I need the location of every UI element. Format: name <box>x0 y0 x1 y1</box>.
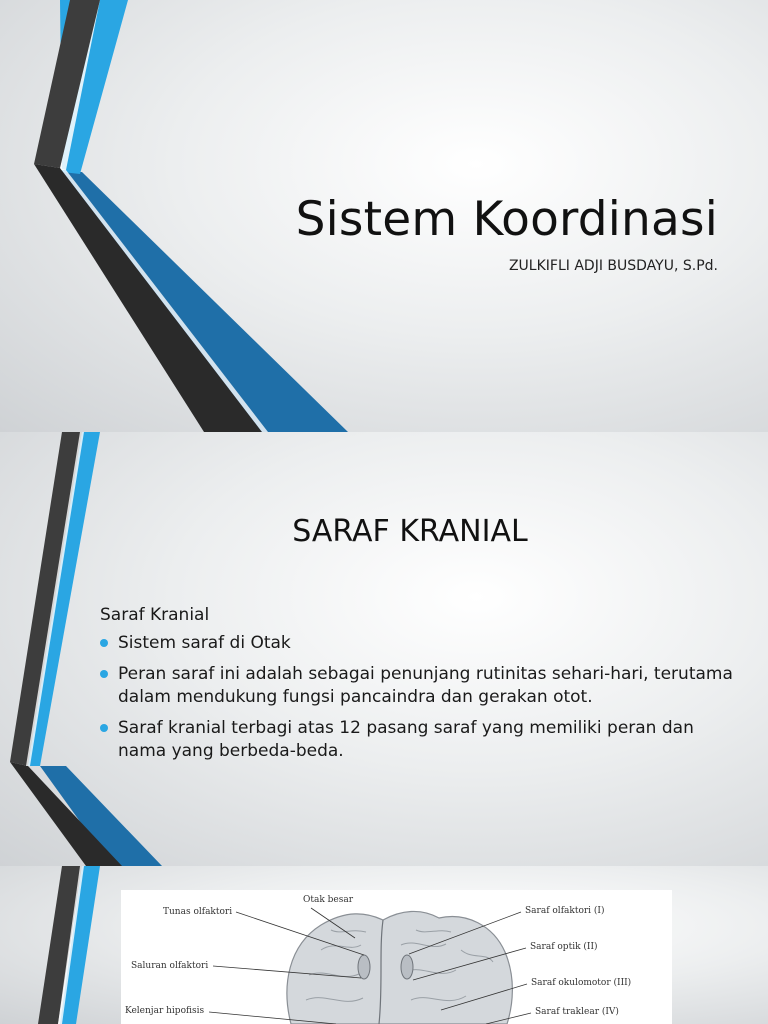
bullet-list <box>100 632 740 763</box>
label-otak-besar: Otak besar <box>303 895 354 905</box>
title-slide <box>0 0 768 432</box>
presentation-subtitle: ZULKIFLI ADJI BUSDAYU, S.Pd. <box>508 258 718 274</box>
figure-slide <box>0 866 768 1024</box>
cranial-nerve-diagram <box>121 890 672 1024</box>
section-heading: Saraf Kranial <box>100 605 210 625</box>
presentation-title: Sistem Koordinasi <box>295 192 718 247</box>
label-saraf-optik: Saraf optik (II) <box>530 942 598 952</box>
list-item: Saraf kranial terbagi atas 12 pasang saraf yang memiliki peran dan nama yang berbeda-beda. <box>100 717 740 763</box>
bullet-icon <box>100 670 108 678</box>
label-saluran-olfaktori: Saluran olfaktori <box>131 961 209 971</box>
bullet-icon <box>100 639 108 647</box>
slide-title: SARAF KRANIAL <box>292 514 528 549</box>
label-saraf-traklear: Saraf traklear (IV) <box>535 1007 619 1017</box>
label-tunas-olfaktori: Tunas olfaktori <box>163 907 233 917</box>
slide-body <box>100 604 740 771</box>
label-saraf-okulomotor: Saraf okulomotor (III) <box>531 978 632 988</box>
bullet-icon <box>100 724 108 732</box>
list-item: Peran saraf ini adalah sebagai penunjang rutinitas sehari-hari, terutama dalam mendukung fungsi pancaindra dan gerakan otot. <box>100 663 740 709</box>
list-item: Sistem saraf di Otak <box>100 632 740 655</box>
label-kelenjar-hipofisis: Kelenjar hipofisis <box>125 1006 205 1016</box>
label-saraf-olfaktori: Saraf olfaktori (I) <box>525 906 605 916</box>
content-slide <box>0 432 768 866</box>
